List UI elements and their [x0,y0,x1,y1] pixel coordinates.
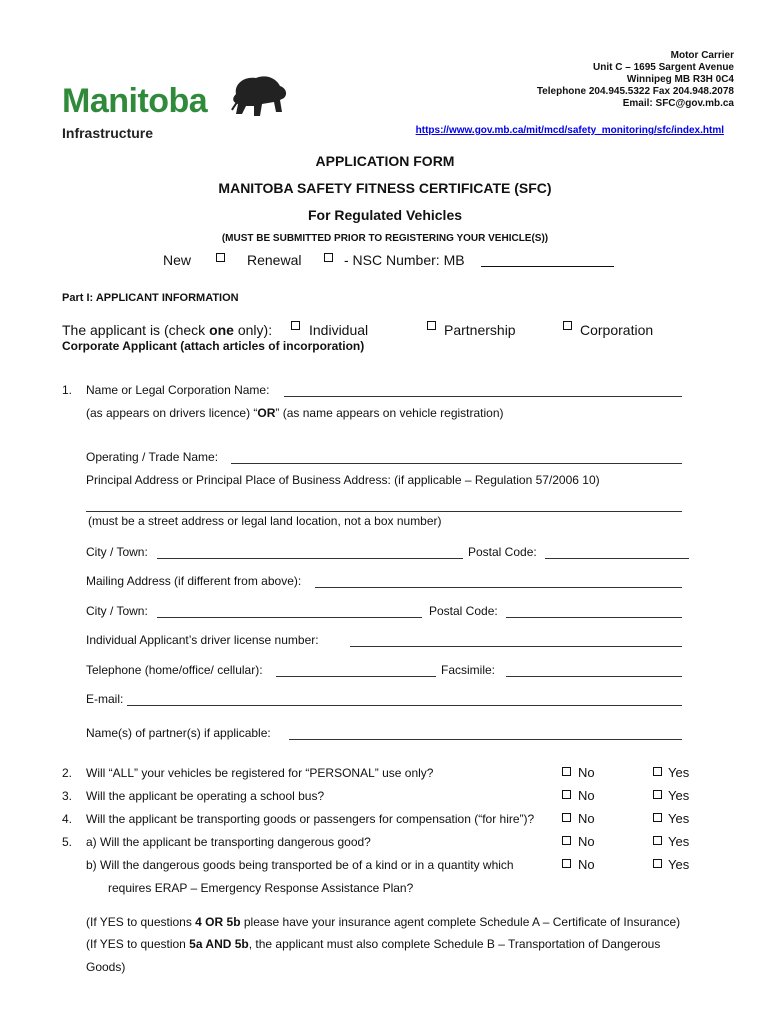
nsc-number-label: - NSC Number: MB [344,252,465,268]
q5b-continuation: requires ERAP – Emergency Response Assistance Plan? [108,881,414,895]
postal-code-field-1[interactable] [545,558,689,559]
mailing-address-field[interactable] [315,587,682,588]
header-line-4: Telephone 204.945.5322 Fax 204.948.2078 [536,86,734,97]
question-number: 4. [62,812,73,826]
note2-b: 5a AND 5b [189,937,249,951]
email-label: E-mail: [86,692,124,706]
principal-address-field[interactable] [86,511,682,512]
hint-or: OR [257,406,276,420]
mailing-address-label: Mailing Address (if different from above): [86,574,302,588]
yes-checkbox[interactable] [653,813,662,822]
part1-heading: Part I: APPLICANT INFORMATION [62,292,239,304]
operating-name-field[interactable] [231,463,682,464]
no-checkbox[interactable] [562,813,571,822]
new-checkbox[interactable] [216,253,225,262]
street-address-note: (must be a street address or legal land location, not a box number) [88,514,442,528]
telephone-field[interactable] [276,676,436,677]
form-title: APPLICATION FORM [315,153,455,169]
renewal-label: Renewal [247,252,302,268]
no-checkbox[interactable] [562,836,571,845]
operating-name-label: Operating / Trade Name: [86,450,219,464]
individual-checkbox[interactable] [291,321,300,330]
dangerous-goods-note [86,937,660,951]
form-subtitle: MANITOBA SAFETY FITNESS CERTIFICATE (SFC) [218,180,552,196]
telephone-label: Telephone (home/office/ cellular): [86,663,263,677]
corporation-label: Corporation [580,322,654,338]
legal-name-label: Name or Legal Corporation Name: [86,383,270,397]
postal-code-label-2: Postal Code: [429,604,498,618]
yes-label: Yes [668,788,690,803]
logo-subtitle: Infrastructure [62,125,154,141]
form-subtitle-2: For Regulated Vehicles [307,207,463,223]
logo-wordmark: Manitoba [62,82,208,120]
question-number: 5. [62,835,73,849]
header-line-3: Winnipeg MB R3H 0C4 [626,74,734,85]
question-text: Will the applicant be operating a school bus? [86,789,325,803]
header-line-1: Motor Carrier [670,50,734,61]
question-text: a) Will the applicant be transporting dangerous good? [86,835,371,849]
applicant-type-label [62,322,272,338]
city-label-1: City / Town: [86,545,148,559]
no-label: No [578,788,595,803]
no-label: No [578,834,595,849]
hint-part-a: (as appears on drivers licence) “ [86,406,258,420]
q1-number: 1. [62,383,73,397]
no-label: No [578,857,595,872]
partners-field[interactable] [289,739,682,740]
legal-name-field[interactable] [284,396,682,397]
note1-c: please have your insurance agent complete Schedule A – Certificate of Insurance) [240,915,681,929]
bison-icon [230,72,290,120]
corporation-checkbox[interactable] [563,321,572,330]
city-field-1[interactable] [157,558,463,559]
header-line-5: Email: SFC@gov.mb.ca [622,98,734,109]
nsc-number-field[interactable] [481,266,614,267]
driver-license-field[interactable] [350,646,682,647]
new-label: New [163,252,192,268]
no-checkbox[interactable] [562,859,571,868]
applicant-type-one: one [209,322,234,338]
no-label: No [578,811,595,826]
driver-license-label: Individual Applicant’s driver license number: [86,633,319,647]
question-text: b) Will the dangerous goods being transported be of a kind or in a quantity which [86,858,514,872]
insurance-note [86,915,680,929]
header-line-2: Unit C – 1695 Sargent Avenue [593,62,734,73]
legal-name-hint [86,406,504,420]
yes-checkbox[interactable] [653,836,662,845]
note2-a: (If YES to question [86,937,190,951]
yes-label: Yes [668,765,690,780]
partners-label: Name(s) of partner(s) if applicable: [86,726,271,740]
postal-code-field-2[interactable] [506,617,682,618]
city-field-2[interactable] [157,617,422,618]
question-text: Will “ALL” your vehicles be registered for “PERSONAL” use only? [86,766,434,780]
note1-b: 4 OR 5b [195,915,241,929]
corporate-note: Corporate Applicant (attach articles of incorporation) [62,339,365,353]
partnership-checkbox[interactable] [427,321,436,330]
sfc-website-link[interactable]: https://www.gov.mb.ca/mit/mcd/safety_monitoring/sfc/index.html [415,125,724,136]
manitoba-logo [60,72,300,147]
individual-label: Individual [309,322,369,338]
principal-address-label: Principal Address or Principal Place of Business Address: (if applicable – Regulation 57/2006 10) [86,473,600,487]
yes-checkbox[interactable] [653,790,662,799]
yes-label: Yes [668,834,690,849]
yes-checkbox[interactable] [653,859,662,868]
question-number: 3. [62,789,73,803]
yes-label: Yes [668,857,690,872]
partnership-label: Partnership [444,322,516,338]
header-address [537,50,734,110]
note2-c: , the applicant must also complete Schedule B – Transportation of Dangerous [248,937,661,951]
postal-code-label-1: Postal Code: [468,545,537,559]
no-label: No [578,765,595,780]
question-text: Will the applicant be transporting goods or passengers for compensation (“for hire”)? [86,812,535,826]
yes-label: Yes [668,811,690,826]
yes-checkbox[interactable] [653,767,662,776]
submission-note: (MUST BE SUBMITTED PRIOR TO REGISTERING YOUR VEHICLE(S)) [221,233,549,244]
hint-part-b: ” (as name appears on vehicle registration) [275,406,504,420]
dangerous-goods-note-cont: Goods) [86,960,126,974]
question-number: 2. [62,766,73,780]
renewal-checkbox[interactable] [324,253,333,262]
city-label-2: City / Town: [86,604,148,618]
no-checkbox[interactable] [562,790,571,799]
no-checkbox[interactable] [562,767,571,776]
facsimile-label: Facsimile: [441,663,496,677]
note1-a: (If YES to questions [86,915,196,929]
applicant-type-prefix: The applicant is (check [62,322,210,338]
facsimile-field[interactable] [506,676,682,677]
email-field[interactable] [127,705,682,706]
applicant-type-suffix: only): [233,322,273,338]
